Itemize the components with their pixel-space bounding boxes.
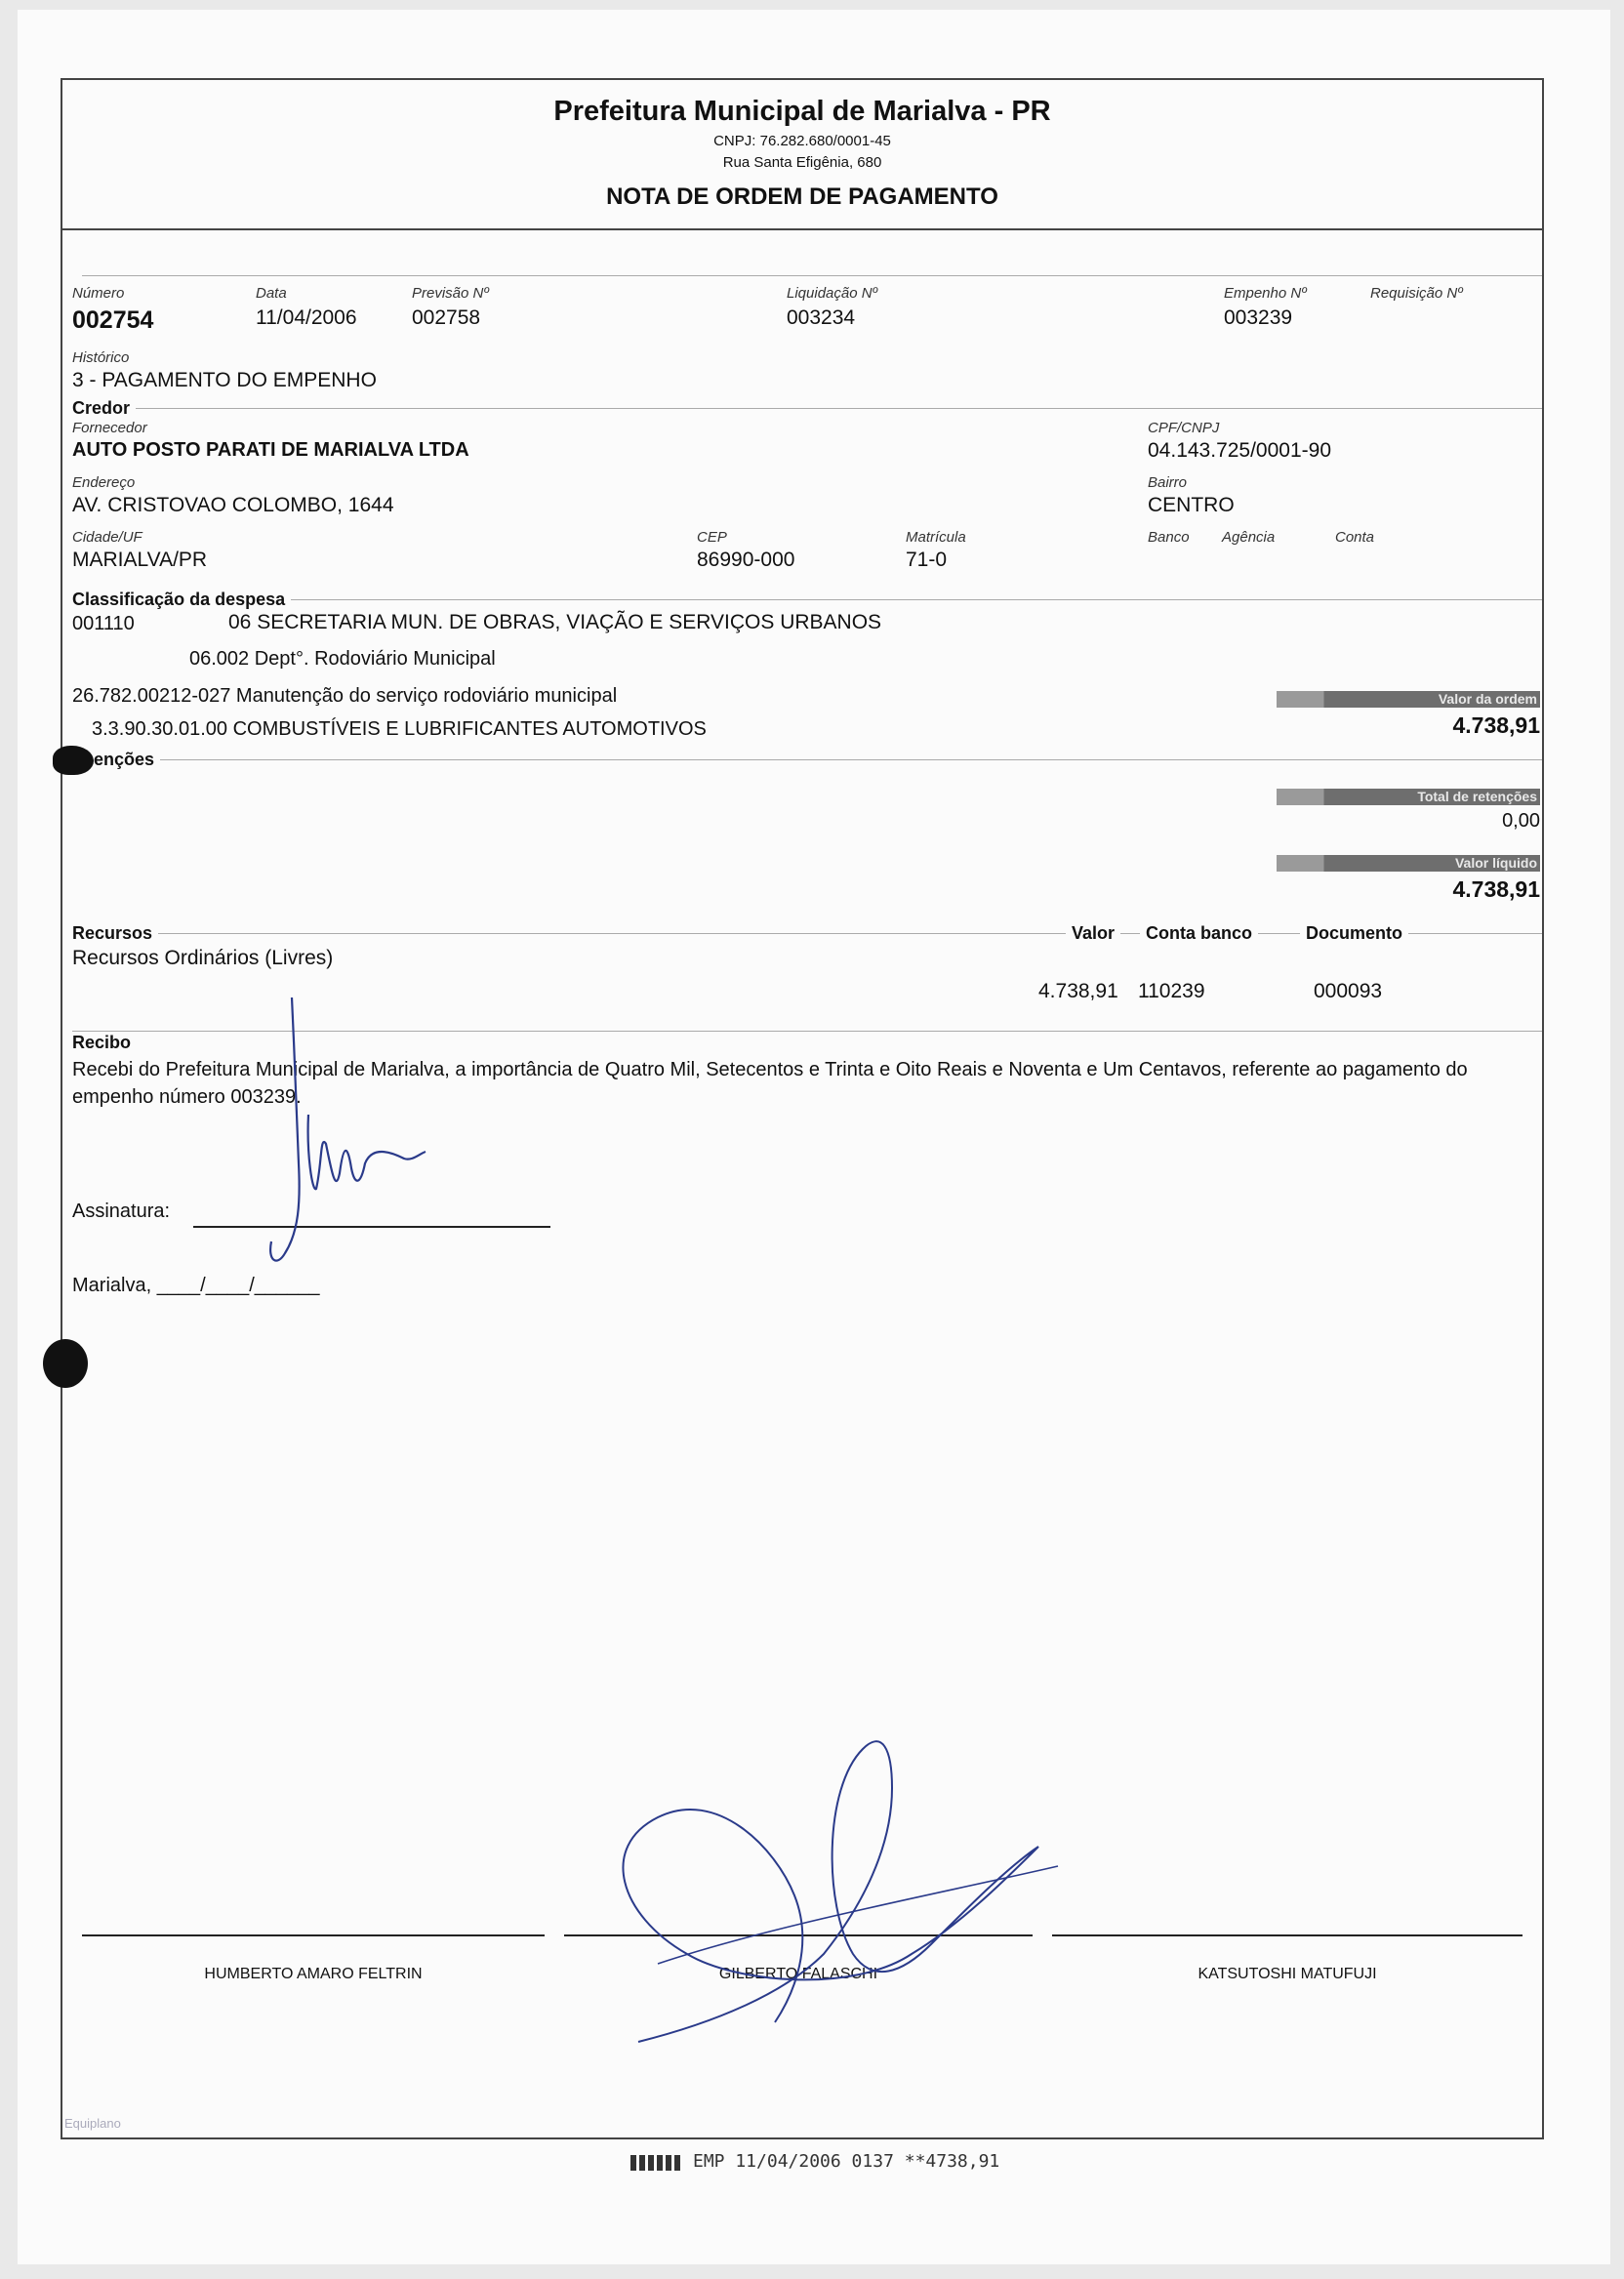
- local-data-label: Marialva, ____/____/______: [72, 1275, 320, 1296]
- document-frame: [61, 78, 1544, 2139]
- recursos-descricao: Recursos Ordinários (Livres): [72, 947, 334, 969]
- address-text: Rua Santa Efigênia, 680: [722, 154, 882, 171]
- ink-blot-icon: [53, 746, 94, 775]
- numero-value: 002754: [72, 306, 154, 334]
- banco-label: Banco: [1148, 529, 1190, 546]
- credor-section-title: Credor: [72, 398, 136, 419]
- bairro-label: Bairro: [1148, 474, 1188, 491]
- recursos-documento-header: Documento: [1300, 923, 1408, 944]
- valor-ordem-value: 4.738,91: [1452, 712, 1540, 738]
- recursos-valor-header: Valor: [1066, 923, 1120, 944]
- assinatura-label: Assinatura:: [72, 1201, 171, 1222]
- retencoes-divider: [72, 759, 1542, 760]
- previsao-value: 002758: [412, 306, 481, 329]
- matricula-value: 71-0: [906, 549, 948, 571]
- software-brand: Equiplano: [64, 2116, 121, 2131]
- recursos-conta: 110239: [1138, 980, 1205, 1002]
- fornecedor-value: AUTO POSTO PARATI DE MARIALVA LTDA: [72, 439, 469, 461]
- empenho-value: 003239: [1224, 306, 1293, 329]
- recursos-valor: 4.738,91: [1038, 980, 1118, 1002]
- data-label: Data: [256, 285, 287, 302]
- retencoes-section-title: enções: [94, 750, 160, 770]
- classificacao-divider: [72, 599, 1542, 600]
- cidade-value: MARIALVA/PR: [72, 549, 208, 571]
- cep-label: CEP: [697, 529, 727, 546]
- cpf-label: CPF/CNPJ: [1148, 420, 1220, 436]
- ids-divider: [82, 275, 1542, 276]
- valor-liquido-label: Valor líquido: [1277, 855, 1540, 872]
- recursos-conta-header: Conta banco: [1140, 923, 1258, 944]
- signature-line-left: [82, 1934, 545, 1936]
- fornecedor-label: Fornecedor: [72, 420, 147, 436]
- cnpj-text: CNPJ: 76.282.680/0001-45: [713, 133, 891, 149]
- data-value: 11/04/2006: [256, 306, 357, 329]
- liquidacao-value: 003234: [787, 306, 856, 329]
- credor-divider: [72, 408, 1542, 409]
- matricula-label: Matrícula: [906, 529, 966, 546]
- classificacao-code: 001110: [72, 613, 135, 634]
- bank-logo-icon: [630, 2155, 681, 2171]
- cep-value: 86990-000: [697, 549, 795, 571]
- cidade-label: Cidade/UF: [72, 529, 142, 546]
- liquidacao-label: Liquidação Nº: [787, 285, 878, 302]
- classificacao-section-title: Classificação da despesa: [72, 590, 291, 610]
- authentication-stamp: EMP 11/04/2006 0137 **4738,91: [693, 2151, 1000, 2172]
- historico-label: Histórico: [72, 349, 130, 366]
- elemento-text: 3.3.90.30.01.00 COMBUSTÍVEIS E LUBRIFICANTES AUTOMOTIVOS: [92, 718, 707, 740]
- signatory-right: KATSUTOSHI MATUFUJI: [1198, 1966, 1377, 1982]
- signature-line-right: [1052, 1934, 1522, 1936]
- conta-label: Conta: [1335, 529, 1375, 546]
- dept-text: 06.002 Dept°. Rodoviário Municipal: [189, 648, 496, 670]
- recibo-section-title: Recibo: [72, 1033, 137, 1053]
- valor-liquido-value: 4.738,91: [1452, 876, 1540, 902]
- historico-value: 3 - PAGAMENTO DO EMPENHO: [72, 369, 377, 391]
- cpf-value: 04.143.725/0001-90: [1148, 439, 1332, 462]
- page-title: Prefeitura Municipal de Marialva - PR: [553, 96, 1051, 127]
- recursos-documento: 000093: [1314, 980, 1383, 1002]
- total-retencoes-value: 0,00: [1502, 810, 1540, 832]
- requisicao-label: Requisição Nº: [1370, 285, 1463, 302]
- previsao-label: Previsão Nº: [412, 285, 489, 302]
- handwritten-signature-recibo: [238, 997, 453, 1271]
- valor-ordem-label: Valor da ordem: [1277, 691, 1540, 708]
- document-page: [18, 10, 1610, 2264]
- recibo-text: Recebi do Prefeitura Municipal de Marialva, a importância de Quatro Mil, Setecentos e Trinta e Oito Reais e Noventa e Um Centavos, referente ao pagamento do empenho número 003239.: [72, 1059, 1468, 1108]
- programa-text: 26.782.00212-027 Manutenção do serviço rodoviário municipal: [72, 685, 618, 707]
- recursos-section-title: Recursos: [72, 923, 158, 944]
- handwritten-signature-main: [599, 1730, 1107, 2052]
- endereco-label: Endereço: [72, 474, 136, 491]
- ink-blot-icon: [43, 1339, 88, 1388]
- bairro-value: CENTRO: [1148, 494, 1235, 516]
- header-divider: [62, 228, 1542, 230]
- document-title: NOTA DE ORDEM DE PAGAMENTO: [606, 183, 998, 210]
- signatory-center: GILBERTO FALASCHI: [718, 1966, 878, 1982]
- total-retencoes-label: Total de retenções: [1277, 789, 1540, 805]
- endereco-value: AV. CRISTOVAO COLOMBO, 1644: [72, 494, 394, 516]
- numero-label: Número: [72, 285, 125, 302]
- signatory-left: HUMBERTO AMARO FELTRIN: [204, 1966, 423, 1982]
- empenho-label: Empenho Nº: [1224, 285, 1307, 302]
- agencia-label: Agência: [1222, 529, 1276, 546]
- secretaria-text: 06 SECRETARIA MUN. DE OBRAS, VIAÇÃO E SERVIÇOS URBANOS: [228, 611, 882, 633]
